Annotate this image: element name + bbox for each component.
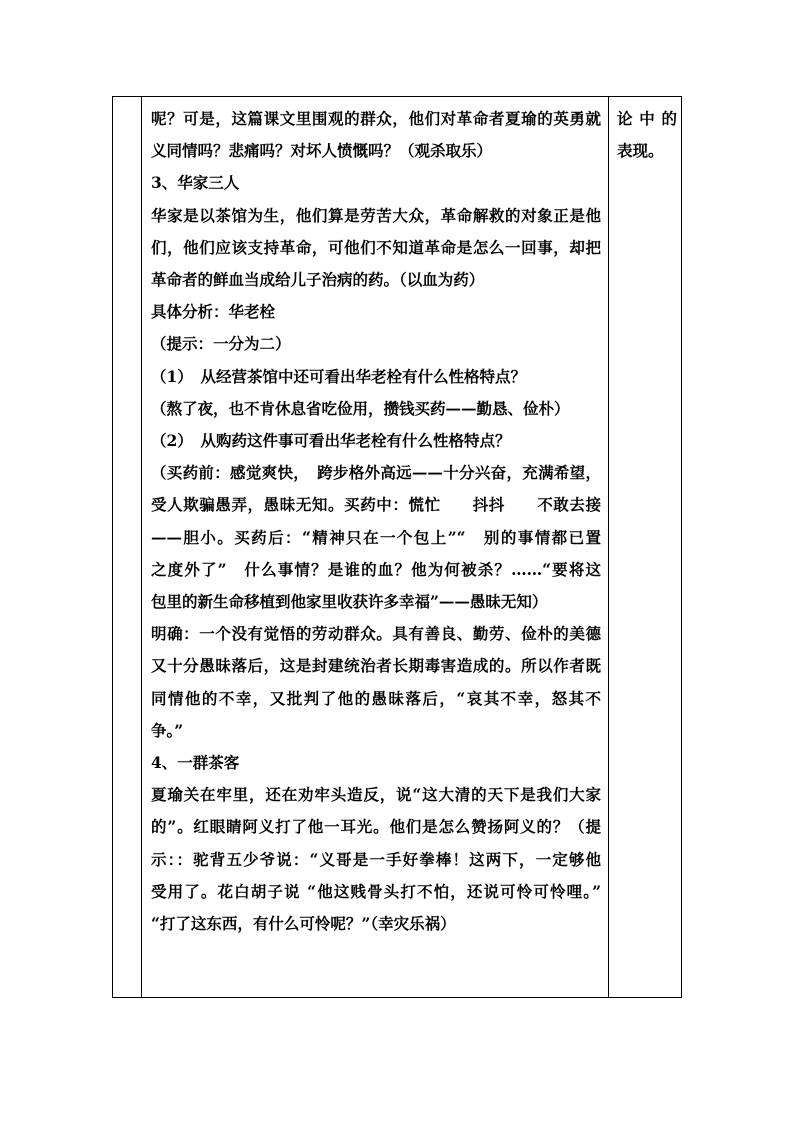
text-line: （提示：一分为二）: [151, 334, 291, 354]
main-content-cell: [151, 103, 601, 940]
text-line: 之度外了” 什么事情？是谁的血？他为何被杀？……“要将这: [151, 559, 601, 579]
text-line: 夏瑜关在牢里，还在劝牢头造反，说“这大清的天下是我们大家: [151, 785, 601, 805]
text-line: （2） 从购药这件事可看出华老栓有什么性格特点？: [151, 431, 511, 451]
text-line: 的”。红眼睛阿义打了他一耳光。他们是怎么赞扬阿义的？（提: [151, 817, 601, 837]
text-line: 受用了。花白胡子说 “他这贱骨头打不怕，还说可怜可怜哩。”: [151, 881, 601, 901]
text-line: 华家是以茶馆为生，他们算是劳苦大众，革命解救的对象正是他: [151, 205, 601, 225]
column-divider-right: [608, 97, 609, 997]
text-line: 受人欺骗愚弄，愚昧无知。买药中：慌忙 抖抖 不敢去接: [151, 495, 601, 515]
text-line: 同情他的不幸，又批判了他的愚昧落后，“哀其不幸，怒其不: [151, 688, 601, 708]
text-line: 们，他们应该支持革命，可他们不知道革命是怎么一回事，却把: [151, 237, 601, 257]
text-line: 明确：一个没有觉悟的劳动群众。具有善良、勤劳、俭朴的美德: [151, 624, 601, 644]
text-line: （1） 从经营茶馆中还可看出华老栓有什么性格特点？: [151, 366, 527, 386]
section-heading: 4、一群茶客: [151, 753, 240, 773]
text-line: 包里的新生命移植到他家里收获许多幸福”——愚昧无知）: [151, 592, 548, 612]
text-line: ——胆小。买药后：“精神只在一个包上”“ 别的事情都已置: [151, 527, 601, 547]
text-line: 革命者的鲜血当成给儿子治病的药。（以血为药）: [151, 270, 485, 290]
text-line: 争。”: [151, 720, 184, 740]
text-line: 示：：驼背五少爷说：“义哥是一手好拳棒！这两下，一定够他: [151, 849, 601, 869]
side-note-cell: [617, 103, 677, 167]
text-line: （买药前：感觉爽快， 跨步格外高远——十分兴奋，充满希望，: [151, 463, 601, 483]
text-line: 义同情吗？悲痛吗？对坏人愤慨吗？（观杀取乐）: [151, 141, 493, 161]
side-note-line: 论中的: [617, 109, 677, 128]
text-line: 呢？可是，这篇课文里围观的群众，他们对革命者夏瑜的英勇就: [151, 109, 601, 128]
text-line: 又十分愚昧落后，这是封建统治者长期毒害造成的。所以作者既: [151, 656, 601, 676]
lesson-table: [112, 96, 682, 998]
section-heading: 3、华家三人: [151, 173, 240, 193]
text-line: 具体分析：华老栓: [151, 302, 276, 322]
text-line: “打了这东西，有什么可怜呢？”（幸灾乐祸）: [151, 914, 456, 934]
side-note-line: 表现。: [617, 141, 664, 161]
text-line: （熬了夜，也不肯休息省吃俭用，攒钱买药——勤恳、俭朴）: [151, 398, 570, 418]
column-divider-left: [141, 97, 142, 997]
